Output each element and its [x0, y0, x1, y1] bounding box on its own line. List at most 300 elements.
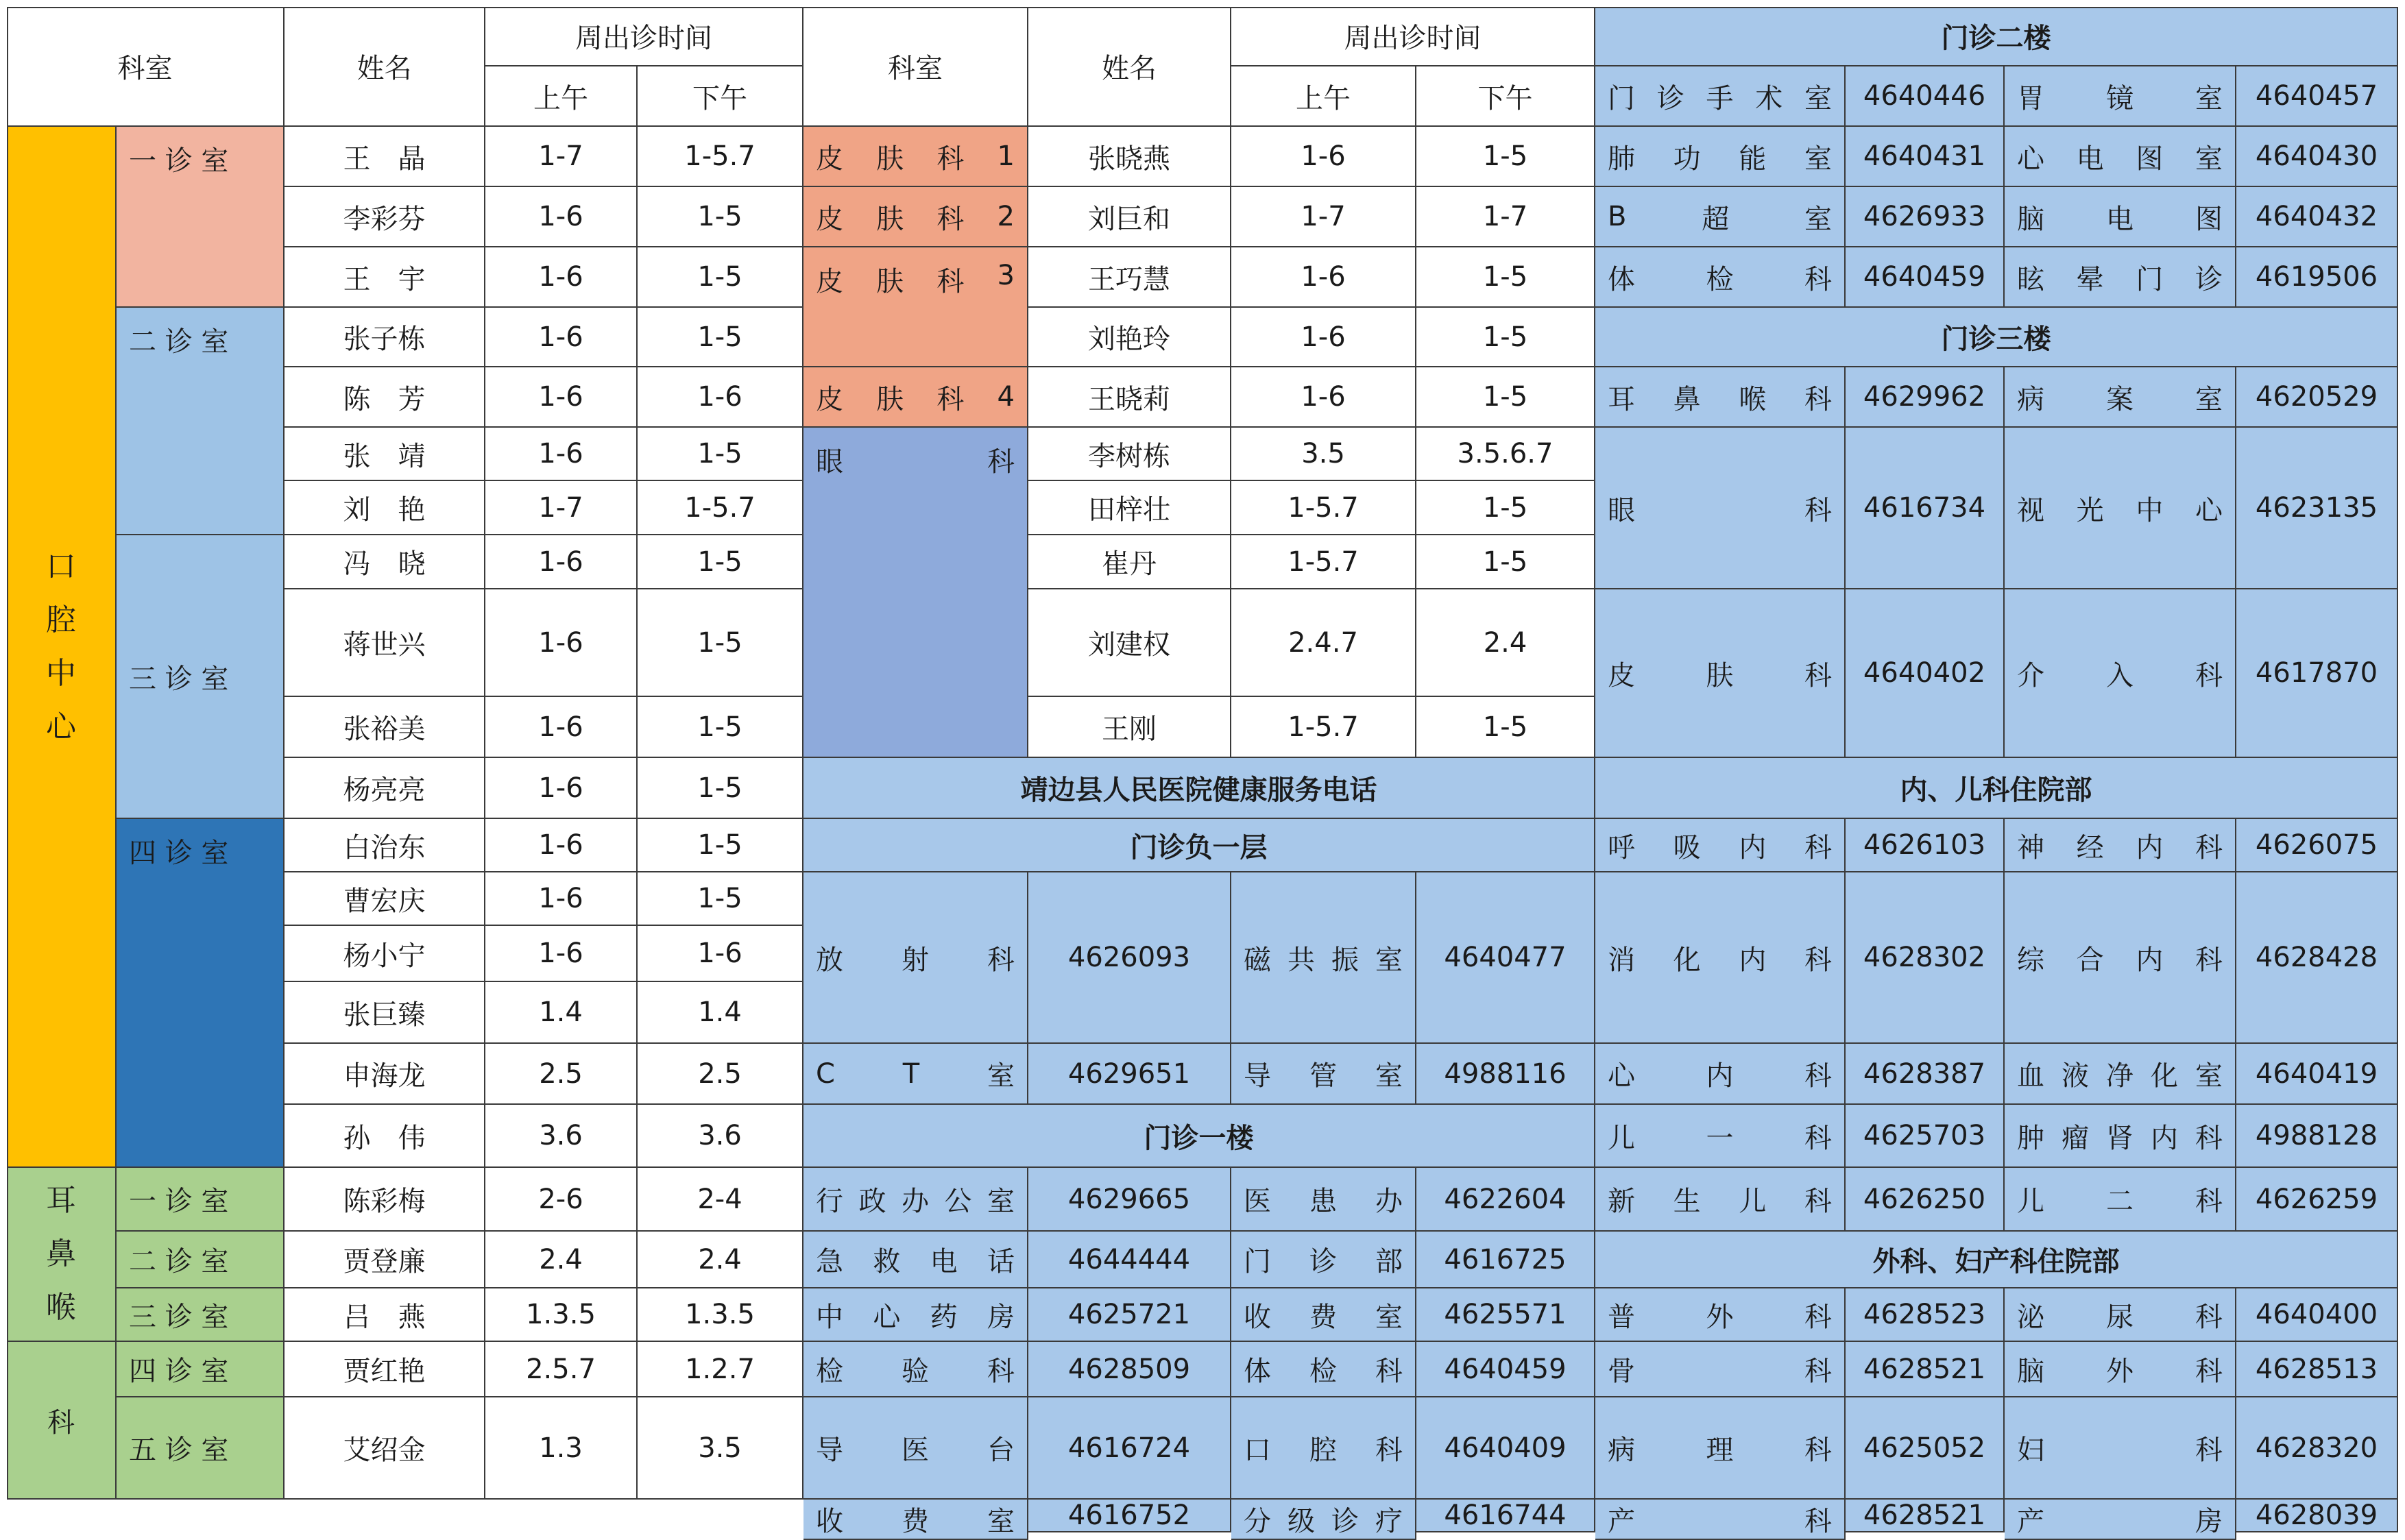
doctor-am: 1-6: [485, 758, 638, 819]
phone-number: 4628320: [2236, 1397, 2398, 1500]
phone-number: 4640402: [1846, 589, 2005, 758]
phone-dept: [803, 1397, 1028, 1500]
label-char: 产: [1608, 1506, 1635, 1537]
dept-eye: [803, 428, 1028, 758]
label-char: 耳: [1608, 383, 1635, 415]
label-char: 综: [2017, 944, 2044, 976]
label-char: 脑: [2017, 203, 2044, 235]
room-e3: 三 诊 室: [117, 1288, 285, 1342]
phone-dept: [2005, 1500, 2236, 1540]
doctor-pm: 1-5: [638, 819, 803, 872]
doctor-name: 孙 伟: [285, 1105, 485, 1168]
phone-number: 4616744: [1416, 1500, 1595, 1532]
label-char: 皮: [816, 143, 843, 175]
label-char: 收: [816, 1506, 843, 1537]
doctor-am: 1-6: [1231, 308, 1416, 367]
doctor-name: 贾登廉: [285, 1232, 485, 1288]
phone-dept: [803, 1288, 1028, 1342]
label-char: 生: [1673, 1186, 1701, 1217]
doctor-am: 2.5: [485, 1044, 638, 1105]
label-char: 净: [2106, 1060, 2134, 1092]
derm-number: 1: [997, 140, 1015, 172]
phone-number: 4640446: [1846, 66, 2005, 127]
label-char: 脑: [2017, 1356, 2044, 1387]
doctor-pm: 1-5.7: [638, 481, 803, 535]
doctor-name: 吕 燕: [285, 1288, 485, 1342]
label-char: 口: [1244, 1434, 1271, 1466]
phone-number: 4626103: [1846, 819, 2005, 872]
label-char: 儿: [2017, 1186, 2044, 1217]
label-char: 科: [2195, 659, 2223, 692]
label-char: 皮: [1608, 659, 1635, 692]
phone-dept: [1595, 589, 1846, 758]
room-e1: 一 诊 室: [117, 1168, 285, 1232]
room-e5: 五 诊 室: [117, 1397, 285, 1500]
label-char: 科: [1804, 944, 1832, 976]
doctor-am: 1-6: [485, 308, 638, 367]
label-char: 耳: [46, 1183, 76, 1218]
phone-dept: [2005, 367, 2236, 428]
phone-dept: [1595, 367, 1846, 428]
label-char: 眩: [2017, 263, 2044, 295]
phone-dept: [1595, 1044, 1846, 1105]
phone-number: 4644444: [1028, 1232, 1231, 1288]
phone-number: 4628302: [1846, 872, 2005, 1044]
doctor-name: 刘建权: [1028, 589, 1231, 697]
phone-number: 4616752: [1028, 1500, 1231, 1532]
doctor-pm: 1-5: [638, 758, 803, 819]
phone-number: 4640457: [2236, 66, 2398, 127]
label-char: 急: [816, 1246, 843, 1278]
doctor-am: 1-5.7: [1231, 697, 1416, 758]
label-char: 皮: [816, 203, 843, 235]
doctor-am: 1-6: [1231, 367, 1416, 428]
label-char: 办: [1375, 1186, 1403, 1217]
phone-number: 4629651: [1028, 1044, 1231, 1105]
label-char: 部: [1375, 1246, 1403, 1278]
label-char: 儿: [1739, 1186, 1767, 1217]
label-char: 验: [902, 1356, 929, 1387]
doctor-pm: 2.4: [1416, 589, 1595, 697]
dept-derm-1: [803, 127, 1028, 187]
label-char: 能: [1739, 143, 1767, 175]
doctor-pm: 1-5: [638, 187, 803, 247]
doctor-pm: 1-5: [1416, 127, 1595, 187]
doctor-pm: 1-5: [638, 872, 803, 926]
doctor-name: 李树栋: [1028, 428, 1231, 481]
phone-number: 4629962: [1846, 367, 2005, 428]
phone-number: 4616724: [1028, 1397, 1231, 1500]
phone-number: 4640459: [1846, 247, 2005, 308]
derm-number: 2: [997, 201, 1015, 232]
doctor-am: 1-6: [485, 872, 638, 926]
label-char: 科: [1804, 263, 1832, 295]
label-char: 室: [2195, 143, 2223, 175]
label-char: 检: [1309, 1356, 1337, 1387]
label-char: 科: [1804, 1122, 1832, 1154]
label-char: 超: [1702, 203, 1730, 235]
doctor-am: 3.6: [485, 1105, 638, 1168]
phone-number: 4629665: [1028, 1168, 1231, 1232]
label-char: 室: [1375, 1301, 1403, 1333]
label-char: 眼: [1608, 494, 1635, 526]
doctor-pm: 2.4: [638, 1232, 803, 1288]
label-char: 门: [1244, 1246, 1271, 1278]
phone-number: 4988116: [1416, 1044, 1595, 1105]
phone-number: 4616734: [1846, 428, 2005, 589]
label-char: 检: [1706, 263, 1734, 295]
label-char: 室: [987, 1506, 1015, 1537]
label-char: 普: [1608, 1301, 1635, 1333]
doctor-am: 1-7: [485, 481, 638, 535]
label-char: 产: [2017, 1506, 2044, 1537]
label-char: 尿: [2106, 1301, 2134, 1333]
phone-dept: [2005, 428, 2236, 589]
header-dept-2: 科室: [803, 7, 1028, 127]
label-char: 科: [1804, 1356, 1832, 1387]
phone-number: 4628039: [2236, 1500, 2398, 1532]
phone-number: 4625721: [1028, 1288, 1231, 1342]
label-char: 导: [1244, 1060, 1271, 1092]
phone-dept: [803, 1232, 1028, 1288]
label-char: 科: [1804, 659, 1832, 692]
phone-dept: [1595, 1397, 1846, 1500]
label-char: 心: [2017, 143, 2044, 175]
doctor-name: 刘艳玲: [1028, 308, 1231, 367]
doctor-name: 刘巨和: [1028, 187, 1231, 247]
doctor-am: 1-5.7: [1231, 535, 1416, 589]
label-char: 视: [2017, 494, 2044, 526]
label-char: 诊: [2195, 263, 2223, 295]
label-char: 鼻: [46, 1236, 76, 1271]
label-char: 肤: [876, 383, 904, 415]
label-char: 腔: [1309, 1434, 1337, 1466]
doctor-pm: 1-5: [638, 247, 803, 308]
phone-number: 4640430: [2236, 127, 2398, 187]
label-char: 门: [2136, 263, 2164, 295]
label-char: 皮: [816, 383, 843, 415]
label-char: 科: [1804, 831, 1832, 864]
phone-number: 4619506: [2236, 247, 2398, 308]
doctor-name: 崔丹: [1028, 535, 1231, 589]
label-char: 门: [1608, 82, 1635, 114]
label-char: 理: [1706, 1434, 1734, 1466]
phone-number: 4640419: [2236, 1044, 2398, 1105]
label-char: 医: [1244, 1186, 1271, 1217]
doctor-am: 1-6: [485, 819, 638, 872]
doctor-am: 1-6: [485, 589, 638, 697]
phone-dept: [2005, 1288, 2236, 1342]
label-char: 房: [987, 1301, 1015, 1333]
label-char: 肤: [876, 266, 904, 297]
doctor-am: 1-6: [485, 247, 638, 308]
phone-dept: [1231, 1397, 1416, 1500]
doctor-am: 1.3: [485, 1397, 638, 1500]
label-char: 泌: [2017, 1301, 2044, 1333]
label-char: 室: [1375, 1060, 1403, 1092]
center-ent: [7, 1168, 117, 1342]
doctor-pm: 1-7: [1416, 187, 1595, 247]
doctor-pm: 3.5: [638, 1397, 803, 1500]
label-char: 内: [2136, 944, 2164, 976]
label-char: 眼: [816, 446, 843, 478]
derm-number: 3: [997, 260, 1015, 291]
phone-dept: [2005, 1397, 2236, 1500]
label-char: 科: [2195, 1122, 2223, 1154]
phone-dept: [2005, 1342, 2236, 1397]
label-char: 分: [1244, 1506, 1271, 1537]
header-pm: 下午: [638, 66, 803, 127]
label-char: 科: [2195, 1356, 2223, 1387]
phone-dept: [2005, 819, 2236, 872]
label-char: 科: [1375, 1434, 1403, 1466]
doctor-name: 刘 艳: [285, 481, 485, 535]
doctor-name: 杨小宁: [285, 926, 485, 982]
phone-number: 4628513: [2236, 1342, 2398, 1397]
label-char: T: [902, 1058, 920, 1090]
doctor-am: 1-6: [485, 428, 638, 481]
phone-dept: [1595, 819, 1846, 872]
label-char: 喉: [1739, 383, 1767, 415]
doctor-am: 1-6: [485, 535, 638, 589]
label-char: 科: [1804, 1186, 1832, 1217]
label-char: 振: [1331, 944, 1359, 976]
doctor-name: 申海龙: [285, 1044, 485, 1105]
phone-dept: [803, 1342, 1028, 1397]
label-char: 救: [873, 1246, 901, 1278]
label-char: 介: [2017, 659, 2044, 692]
doctor-pm: 2-4: [638, 1168, 803, 1232]
doctor-am: 1-6: [485, 926, 638, 982]
doctor-name: 田梓壮: [1028, 481, 1231, 535]
doctor-pm: 1-6: [638, 926, 803, 982]
label-char: 喉: [46, 1290, 76, 1325]
label-char: 图: [2195, 203, 2223, 235]
doctor-am: 2.5.7: [485, 1342, 638, 1397]
phone-number: 4626933: [1846, 187, 2005, 247]
phone-number: 4640432: [2236, 187, 2398, 247]
phone-dept: [1231, 1232, 1416, 1288]
label-char: 内: [1739, 944, 1767, 976]
doctor-name: 贾红艳: [285, 1342, 485, 1397]
doctor-am: 2.4: [485, 1232, 638, 1288]
label-char: 室: [2195, 82, 2223, 114]
header-am: 上午: [485, 66, 638, 127]
label-char: 科: [936, 383, 965, 415]
doctor-pm: 1-6: [638, 367, 803, 428]
label-char: 疗: [1375, 1506, 1403, 1537]
doctor-am: 1-6: [485, 697, 638, 758]
doctor-name: 王 宇: [285, 247, 485, 308]
label-char: 磁: [1244, 944, 1271, 976]
label-char: 化: [1673, 944, 1701, 976]
label-char: C: [816, 1058, 835, 1090]
phone-dept: [2005, 187, 2236, 247]
label-char: 话: [987, 1246, 1015, 1278]
label-char: 瘤: [2062, 1122, 2089, 1154]
phone-number: 4622604: [1416, 1168, 1595, 1232]
phone-dept: [1231, 1500, 1416, 1540]
phone-number: 4640459: [1416, 1342, 1595, 1397]
phone-dept: [1595, 1342, 1846, 1397]
phone-number: 4628509: [1028, 1342, 1231, 1397]
section-floor2: 门诊二楼: [1595, 7, 2398, 66]
section-inpatient-int: 内、儿科住院部: [1595, 758, 2398, 819]
phone-dept: [2005, 589, 2236, 758]
label-char: 心: [46, 709, 76, 744]
doctor-am: 1-6: [1231, 247, 1416, 308]
doctor-name: 王刚: [1028, 697, 1231, 758]
label-char: 儿: [1608, 1122, 1635, 1154]
label-char: 肾: [2106, 1122, 2134, 1154]
phone-dept: [1595, 247, 1846, 308]
label-char: 科: [936, 143, 965, 175]
label-char: 诊: [1309, 1246, 1337, 1278]
header-dept: 科室: [7, 7, 285, 127]
label-char: 级: [1288, 1506, 1315, 1537]
label-char: 电: [2076, 143, 2104, 175]
phone-number: 4640409: [1416, 1397, 1595, 1500]
label-char: 肿: [2017, 1122, 2044, 1154]
doctor-am: 1.3.5: [485, 1288, 638, 1342]
doctor-am: 1-7: [1231, 187, 1416, 247]
room-e4: 四 诊 室: [117, 1342, 285, 1397]
doctor-name: 曹宏庆: [285, 872, 485, 926]
phone-dept: [803, 1168, 1028, 1232]
doctor-name: 张 靖: [285, 428, 485, 481]
doctor-name: 张晓燕: [1028, 127, 1231, 187]
doctor-pm: 3.5.6.7: [1416, 428, 1595, 481]
label-char: 科: [1804, 1434, 1832, 1466]
doctor-name: 白治东: [285, 819, 485, 872]
doctor-name: 杨亮亮: [285, 758, 485, 819]
phone-dept: [1595, 872, 1846, 1044]
phone-number: 4628521: [1846, 1500, 2005, 1532]
doctor-am: 1-6: [1231, 127, 1416, 187]
label-char: 新: [1608, 1186, 1635, 1217]
phone-number: 4625571: [1416, 1288, 1595, 1342]
label-char: 中: [2136, 494, 2164, 526]
doctor-am: 2-6: [485, 1168, 638, 1232]
header-am-2: 上午: [1231, 66, 1416, 127]
label-char: 患: [1309, 1186, 1337, 1217]
phone-number: 4640477: [1416, 872, 1595, 1044]
label-char: 案: [2106, 383, 2134, 415]
doctor-pm: 1-5: [638, 535, 803, 589]
label-char: 二: [2106, 1186, 2134, 1217]
doctor-pm: 1-5: [1416, 535, 1595, 589]
doctor-pm: 3.6: [638, 1105, 803, 1168]
header-name: 姓名: [285, 7, 485, 127]
phone-number: 4625052: [1846, 1397, 2005, 1500]
label-char: 导: [816, 1434, 843, 1466]
doctor-am: 1-7: [485, 127, 638, 187]
phone-dept: [1595, 1168, 1846, 1232]
label-char: 呼: [1608, 831, 1635, 864]
doctor-pm: 1-5: [1416, 481, 1595, 535]
label-char: 内: [1706, 1060, 1734, 1092]
phone-dept: [2005, 1105, 2236, 1168]
label-char: 办: [902, 1186, 929, 1217]
section-basement: 门诊负一层: [803, 819, 1595, 872]
label-char: 医: [902, 1434, 929, 1466]
label-char: 一: [1706, 1122, 1734, 1154]
label-char: 费: [1309, 1301, 1337, 1333]
label-char: 妇: [2017, 1434, 2044, 1466]
label-char: 体: [1608, 263, 1635, 295]
room-r2: 二 诊 室: [117, 308, 285, 535]
phone-dept: [1231, 872, 1416, 1044]
label-char: 心: [2195, 494, 2223, 526]
label-char: 科: [1375, 1356, 1403, 1387]
label-char: 骨: [1608, 1356, 1635, 1387]
label-char: 光: [2076, 494, 2104, 526]
label-char: 血: [2017, 1060, 2044, 1092]
label-char: 室: [987, 1060, 1015, 1092]
label-char: 室: [2195, 383, 2223, 415]
phone-dept: [1595, 187, 1846, 247]
doctor-name: 蒋世兴: [285, 589, 485, 697]
label-char: 科: [987, 446, 1015, 478]
phone-dept: [1595, 127, 1846, 187]
label-char: 中: [816, 1301, 843, 1333]
label-char: 图: [2136, 143, 2164, 175]
doctor-am: 1-6: [485, 367, 638, 428]
doctor-am: 1.4: [485, 982, 638, 1044]
phone-dept: [803, 1044, 1028, 1105]
doctor-pm: 1-5: [638, 308, 803, 367]
phone-dept: [1595, 1105, 1846, 1168]
label-char: 入: [2106, 659, 2134, 692]
phone-number: 4620529: [2236, 367, 2398, 428]
phone-dept: [1595, 1500, 1846, 1540]
doctor-name: 王晓莉: [1028, 367, 1231, 428]
label-char: 室: [1804, 203, 1832, 235]
doctor-name: 王 晶: [285, 127, 485, 187]
label-char: 化: [2151, 1060, 2178, 1092]
phone-number: 4640431: [1846, 127, 2005, 187]
label-char: 鼻: [1673, 383, 1701, 415]
phone-dept: [2005, 127, 2236, 187]
phone-number: 4628387: [1846, 1044, 2005, 1105]
label-char: 诊: [1656, 82, 1684, 114]
doctor-pm: 1-5.7: [638, 127, 803, 187]
label-char: 外: [2106, 1356, 2134, 1387]
label-char: 手: [1706, 82, 1734, 114]
phone-dept: [803, 1500, 1028, 1540]
label-char: 科: [1804, 1506, 1832, 1537]
label-char: 科: [2195, 944, 2223, 976]
label-char: 消: [1608, 944, 1635, 976]
label-char: 科: [2195, 831, 2223, 864]
label-char: 药: [930, 1301, 958, 1333]
label-char: 诊: [1331, 1506, 1359, 1537]
label-char: 体: [1244, 1356, 1271, 1387]
label-char: 电: [2106, 203, 2134, 235]
phone-number: 4628428: [2236, 872, 2398, 1044]
doctor-pm: 1.2.7: [638, 1342, 803, 1397]
label-char: 公: [944, 1186, 972, 1217]
phone-dept: [2005, 66, 2236, 127]
label-char: 检: [816, 1356, 843, 1387]
phone-number: 4640400: [2236, 1288, 2398, 1342]
label-char: 行: [816, 1186, 843, 1217]
dept-derm-3: [803, 247, 1028, 367]
label-char: 腔: [46, 602, 76, 637]
label-char: 合: [2076, 944, 2104, 976]
label-char: 台: [987, 1434, 1015, 1466]
label-char: 皮: [816, 266, 843, 297]
